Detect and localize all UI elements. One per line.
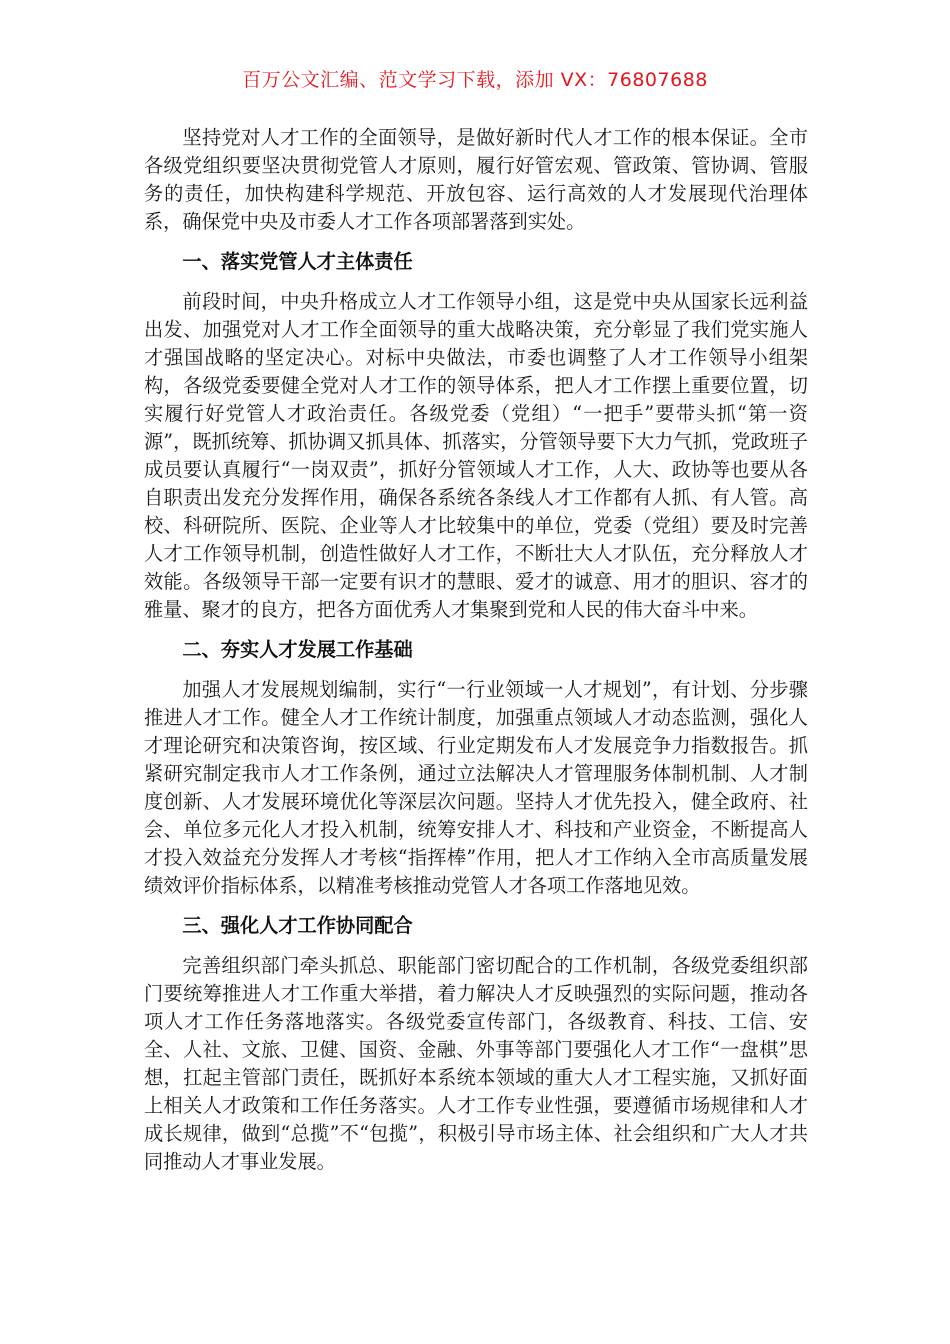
intro-paragraph: 坚持党对人才工作的全面领导，是做好新时代人才工作的根本保证。全市各级党组织要坚决贯彻党管人才原则，履行好管宏观、管政策、管协调、管服务的责任，加快构建科学规范、开放包容、运行高效的人才发展现代治理体系，确保党中央及市委人才工作各项部署落到实处。 bbox=[144, 126, 808, 233]
section-heading-1: 一、落实党管人才主体责任 bbox=[182, 250, 413, 273]
document-body bbox=[144, 124, 808, 1176]
section-body-1: 前段时间，中央升格成立人才工作领导小组，这是党中央从国家长远利益出发、加强党对人才工作全面领导的重大战略决策，充分彰显了我们党实施人才强国战略的坚定决心。对标中央做法，市委也调整了人才工作领导小组架构，各级党委要健全党对人才工作的领导体系，把人才工作摆上重要位置，切实履行好党管人才政治责任。各级党委（党组）“一把手”要带头抓“第一资源”，既抓统筹、抓协调又抓具体、抓落实，分管领导要下大力气抓，党政班子成员要认真履行“一岗双责”，抓好分管领域人才工作，人大、政协等也要从各自职责出发充分发挥作用，确保各系统各条线人才工作都有人抓、有人管。高校、科研院所、医院、企业等人才比较集中的单位，党委（党组）要及时完善人才工作领导机制，创造性做好人才工作，不断壮大人才队伍，充分释放人才效能。各级领导干部一定要有识才的慧眼、爱才的诚意、用才的胆识、容才的雅量、聚才的良方，把各方面优秀人才集聚到党和人民的伟大奋斗中来。 bbox=[144, 290, 808, 621]
section-heading-3: 三、强化人才工作协同配合 bbox=[182, 914, 413, 937]
section-body-3: 完善组织部门牵头抓总、职能部门密切配合的工作机制，各级党委组织部门要统筹推进人才工作重大举措，着力解决人才反映强烈的实际问题，推动各项人才工作任务落地落实。各级党委宣传部门，各级教育、科技、工信、安全、人社、文旅、卫健、国资、金融、外事等部门要强化人才工作“一盘棋”思想，扛起主管部门责任，既抓好本系统本领域的重大人才工程实施，又抓好面上相关人才政策和工作任务落实。人才工作专业性强，要遵循市场规律和人才成长规律，做到“总揽”不“包揽”，积极引导市场主体、社会组织和广大人才共同推动人才事业发展。 bbox=[144, 954, 808, 1173]
watermark-banner: 百万公文汇编、范文学习下载，添加 VX：76807688 bbox=[242, 69, 708, 91]
section-heading-2: 二、夯实人才发展工作基础 bbox=[182, 638, 413, 661]
section-body-2: 加强人才发展规划编制，实行“一行业领域一人才规划”，有计划、分步骤推进人才工作。健全人才工作统计制度，加强重点领域人才动态监测，强化人才理论研究和决策咨询，按区域、行业定期发布人才发展竞争力指数报告。抓紧研究制定我市人才工作条例，通过立法解决人才管理服务体制机制、人才制度创新、人才发展环境优化等深层次问题。坚持人才优先投入，健全政府、社会、单位多元化人才投入机制，统筹安排人才、科技和产业资金，不断提高人才投入效益充分发挥人才考核“指挥棒”作用，把人才工作纳入全市高质量发展绩效评价指标体系，以精准考核推动党管人才各项工作落地见效。 bbox=[144, 678, 808, 897]
